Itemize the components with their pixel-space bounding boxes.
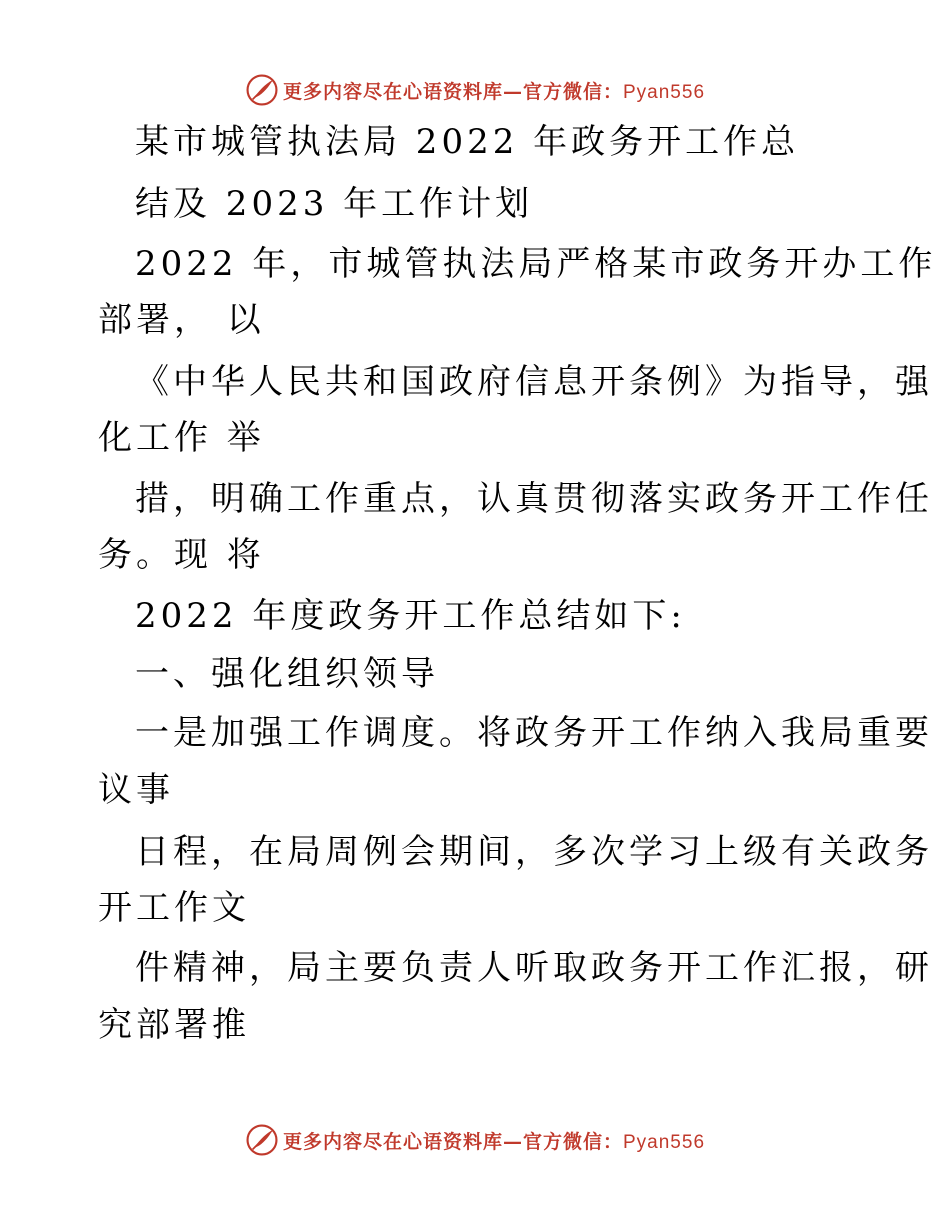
section-heading: 一、强化组织领导: [135, 654, 439, 694]
footer-banner: [0, 1120, 950, 1160]
paragraph-line: 2022 年度政务开工作总结如下:: [135, 596, 686, 636]
paragraph-line: 究部署推: [98, 1005, 250, 1045]
feather-quill-logo-icon: [245, 73, 279, 107]
paragraph-line: 部署， 以: [98, 300, 265, 340]
wechat-id: Pyan556: [623, 1131, 706, 1153]
banner-text: [283, 77, 705, 104]
paragraph-line: 开工作文: [98, 888, 250, 928]
paragraph-line: 2022 年，市城管执法局严格某市政务开办工作: [135, 244, 937, 284]
paragraph-line: 日程，在局周例会期间，多次学习上级有关政务: [135, 832, 933, 872]
paragraph-line: 件精神，局主要负责人听取政务开工作汇报，研: [135, 948, 933, 988]
feather-quill-logo-icon: [245, 1123, 279, 1157]
paragraph-line: 措，明确工作重点，认真贯彻落实政务开工作任: [135, 479, 933, 519]
paragraph-line: 《中华人民共和国政府信息开条例》为指导，强: [135, 362, 933, 402]
banner-text: [283, 1127, 705, 1154]
banner-label: 更多内容尽在心语资料库—官方微信：: [282, 1130, 623, 1153]
wechat-id: Pyan556: [623, 81, 706, 103]
paragraph-line: 议事: [98, 770, 174, 810]
header-banner: [0, 70, 950, 110]
paragraph-line: 一是加强工作调度。将政务开工作纳入我局重要: [135, 713, 933, 753]
doc-title-line-2: 结及 2023 年工作计划: [135, 184, 534, 224]
banner-label: 更多内容尽在心语资料库—官方微信：: [282, 80, 623, 103]
paragraph-line: 化工作 举: [98, 418, 265, 458]
doc-title-line-1: 某市城管执法局 2022 年政务开工作总: [135, 122, 800, 162]
paragraph-line: 务。现 将: [98, 535, 265, 575]
